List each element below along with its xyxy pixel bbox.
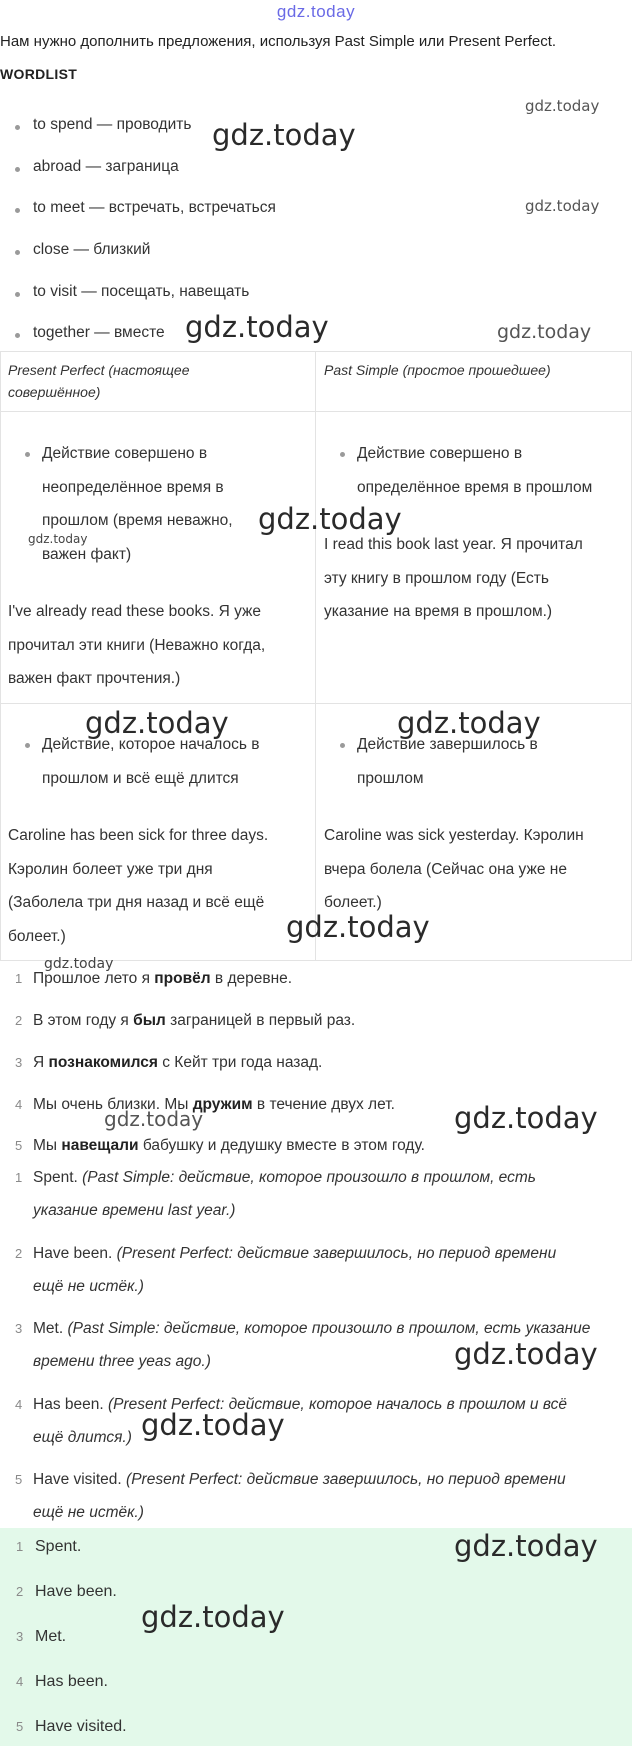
pp-rule-1: Действие совершено в неопределённое время в прошлом (время неважно, важен факт) <box>42 437 233 571</box>
ps-rule-2: Действие завершилось в прошлом <box>357 728 538 795</box>
bullet-icon <box>15 125 20 130</box>
bullet-icon <box>340 452 345 457</box>
bullet-icon <box>15 167 20 172</box>
watermark: gdz.today <box>454 1101 598 1135</box>
grammar-table <box>0 351 632 961</box>
wordlist-title: WORDLIST <box>0 66 78 82</box>
bullet-icon <box>15 208 20 213</box>
pp-rule-2: Действие, которое началось в прошлом и всё ещё длится <box>42 728 259 795</box>
watermark: gdz.today <box>525 197 600 215</box>
bullet-icon <box>25 743 30 748</box>
watermark: gdz.today <box>454 1337 598 1371</box>
pp-example-1: I've already read these books. Я уже прочитал эти книги (Неважно когда, важен факт прочтения.) <box>8 603 266 687</box>
bullet-icon <box>25 452 30 457</box>
watermark: gdz.today <box>212 118 356 152</box>
watermark: gdz.today <box>141 1600 285 1634</box>
header-past-simple: Past Simple (простое прошедшее) <box>324 362 551 378</box>
watermark: gdz.today <box>104 1107 204 1131</box>
watermark: gdz.today <box>454 1529 598 1563</box>
header-present-perfect: Present Perfect (настоящее совершённое) <box>8 362 190 400</box>
answer-box: 1 Spent. 2 Have been. 3 Met. 4 Has been. 5 Have visited. <box>0 1528 632 1746</box>
watermark: gdz.today <box>28 532 88 546</box>
table-border <box>0 351 1 961</box>
table-border <box>315 351 316 961</box>
watermark: gdz.today <box>85 706 229 740</box>
ps-example-2: Caroline was sick yesterday. Кэролин вчера болела (Сейчас она уже не болеет.) <box>324 827 584 911</box>
watermark: gdz.today <box>185 310 329 344</box>
ps-rule-1: Действие совершено в определённое время в прошлом <box>357 437 592 504</box>
watermark: gdz.today <box>258 502 402 536</box>
table-border <box>0 703 632 704</box>
watermark: gdz.today <box>525 97 600 115</box>
watermark: gdz.today <box>286 910 430 944</box>
table-border <box>0 351 632 352</box>
table-border <box>0 411 632 412</box>
bullet-icon <box>15 333 20 338</box>
ps-example-1: I read this book last year. Я прочитал эту книгу в прошлом году (Есть указание на время в прошлом.) <box>324 536 583 620</box>
site-logo[interactable]: gdz.today <box>276 2 356 21</box>
watermark: gdz.today <box>497 321 592 343</box>
watermark: gdz.today <box>141 1408 285 1442</box>
pp-example-2: Caroline has been sick for three days. Кэролин болеет уже три дня (Заболела три дня назад и всё ещё болеет.) <box>8 827 269 945</box>
watermark: gdz.today <box>44 956 114 972</box>
intro-text: Нам нужно дополнить предложения, используя Past Simple или Present Perfect. <box>0 33 557 50</box>
bullet-icon <box>340 743 345 748</box>
watermark: gdz.today <box>397 706 541 740</box>
bullet-icon <box>15 292 20 297</box>
table-border <box>0 960 632 961</box>
bullet-icon <box>15 250 20 255</box>
